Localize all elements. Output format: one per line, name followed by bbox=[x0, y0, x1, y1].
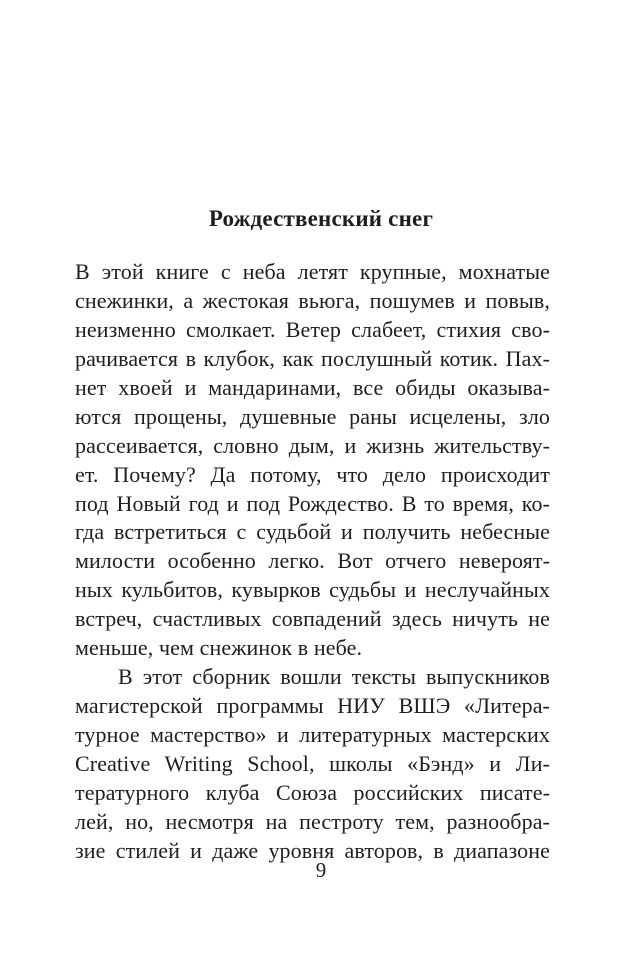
text-line: меньше, чем снежинок в небе. bbox=[75, 635, 363, 661]
paragraph-2 bbox=[75, 663, 550, 866]
text-line: ет. Почему? Да потому, что дело происходит bbox=[75, 461, 550, 487]
text-line: неизменно смолкает. Ветер слабеет, стихия сво- bbox=[75, 316, 550, 342]
text-line: магистерской программы НИУ ВШЭ «Литера- bbox=[75, 693, 550, 719]
text-line: зие стилей и даже уровня авторов, в диапазоне bbox=[75, 837, 550, 863]
text-line: тературного клуба Союза российских писате- bbox=[75, 779, 550, 805]
text-line: снежинки, а жестокая вьюга, пошумев и повыв, bbox=[75, 287, 550, 313]
page-number: 9 bbox=[315, 858, 327, 882]
text-line: турное мастерство» и литературных мастерских bbox=[75, 722, 550, 747]
text-line: В этот сборник вошли тексты выпускников bbox=[118, 664, 550, 690]
text-line: рассеивается, словно дым, и жизнь жительству- bbox=[75, 432, 550, 458]
chapter-title: Рождественский снег bbox=[208, 206, 434, 231]
text-line: ются прощены, душевные раны исцелены, зло bbox=[75, 403, 550, 429]
text-line: В этой книге с неба летят крупные, мохнатые bbox=[75, 259, 550, 284]
body-text bbox=[75, 258, 550, 866]
text-line: встреч, счастливых совпадений здесь ничуть не bbox=[75, 606, 550, 632]
text-line: милости особенно легко. Вот отчего невероят- bbox=[75, 548, 550, 574]
text-line: рачивается в клубок, как послушный котик. Пах- bbox=[75, 345, 550, 371]
text-line: Creative Writing School, школы «Бэнд» и Ли- bbox=[75, 750, 550, 776]
text-line: ных кульбитов, кувырков судьбы и неслучайных bbox=[75, 577, 550, 603]
paragraph-1 bbox=[75, 258, 550, 663]
text-line: лей, но, несмотря на пестроту тем, разнообра- bbox=[75, 808, 550, 834]
text-line: под Новый год и под Рождество. В то время, ко- bbox=[75, 490, 550, 516]
text-line: нет хвоей и мандаринами, все обиды оказыва- bbox=[75, 374, 550, 400]
text-line: гда встретиться с судьбой и получить небесные bbox=[75, 519, 550, 545]
